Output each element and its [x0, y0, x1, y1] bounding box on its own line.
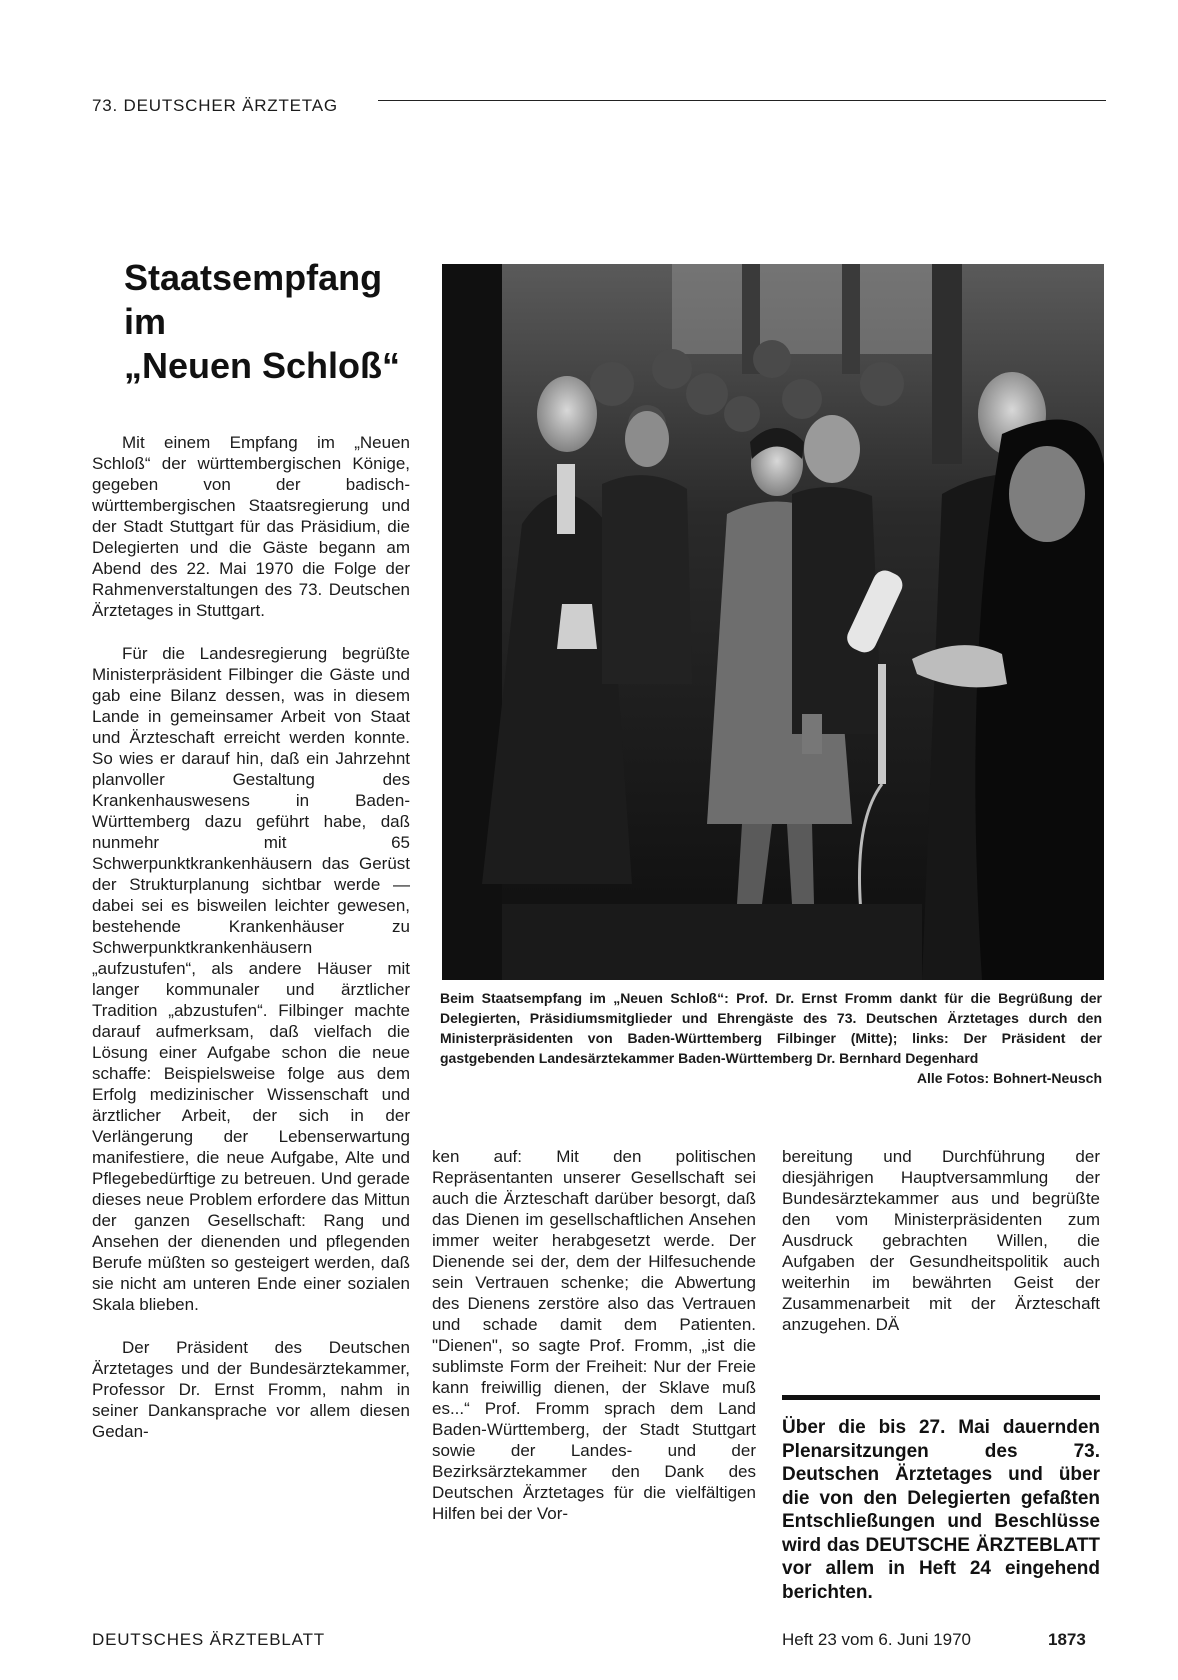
article-title: [124, 256, 424, 388]
header-rule: [378, 100, 1106, 101]
footer-journal: DEUTSCHES ÄRZTEBLATT: [92, 1630, 325, 1649]
footer-issue: Heft 23 vom 6. Juni 1970: [782, 1630, 972, 1649]
caption-text: Beim Staatsempfang im „Neuen Schloß“: Prof. Dr. Ernst Fromm dankt für die Begrüßung der Delegierten, Präsidiumsmitglieder und Ehrengäste des 73. Deutschen Ärztetages durch den Ministerpräsidenten von Baden-Württemberg Filbinger (Mitte); links: Der Präsident der gastgebenden Landesärztekammer Baden-Württemberg Dr. Bernhard Degenhard: [440, 990, 1102, 1066]
editorial-notice: Über die bis 27. Mai dauernden Plenarsitzungen des 73. Deutschen Ärztetages und über die von den Delegierten gefaßten Entschließungen und Beschlüsse wird das DEUTSCHE ÄRZTEBLATT vor allem in Heft 24 eingehend berichten.: [782, 1417, 1100, 1603]
title-line-1: Staatsempfang: [124, 257, 383, 298]
body-column-2: [432, 1146, 756, 1546]
paragraph-fromm: Der Präsident des Deutschen Ärztetages und der Bundesärztekammer, Professor Dr. Ernst Fromm, nahm in seiner Dankansprache vor allem diesen Gedan-: [92, 1338, 410, 1441]
reception-photo: [442, 264, 1104, 980]
photo-credit: Alle Fotos: Bohnert-Neusch: [916, 1070, 1102, 1086]
paragraph-continued-3: bereitung und Durchführung der diesjährigen Hauptversammlung der Bundesärztekammer aus und begrüßte den vom Ministerpräsidenten zum Ausdruck gebrachten Willen, die Aufgaben der Gesundheitspolitik auch weiterhin im bewährten Geist der Zusammenarbeit mit der Ärzteschaft anzugehen. DÄ: [782, 1147, 1100, 1334]
paragraph-continued-2: ken auf: Mit den politischen Repräsentanten unserer Gesellschaft sei auch die Ärzteschaft darüber besorgt, daß das Dienen im gesellschaftlichen Ansehen immer weiter herabgesetzt werde. Der Dienende sei der, dem der Hilfesuchende sein Vertrauen schenke; die Abwertung des Dienens zerstöre also das Vertrauen und schade damit dem Patienten. "Dienen", so sagte Prof. Fromm, „ist die sublimste Form der Freiheit: Nur der Freie kann freiwillig dienen, der Sklave muß es...“ Prof. Fromm sprach dem Land Baden-Württemberg, der Stadt Stuttgart sowie der Landes- und der Bezirksärztekammer den Dank des Deutschen Ärztetages für die vielfältigen Hilfen bei der Vor-: [432, 1147, 756, 1523]
body-column-3: [782, 1146, 1100, 1357]
notice-rule: [782, 1395, 1100, 1400]
paragraph-intro: Mit einem Empfang im „Neuen Schloß“ der württembergischen Könige, gegeben von der badisch-württembergischen Staatsregierung und der Stadt Stuttgart für das Präsidium, die Delegierten und die Gäste begann am Abend des 22. Mai 1970 die Folge der Rahmenverstaltungen des 73. Deutschen Ärztetages in Stuttgart.: [92, 433, 410, 620]
title-line-3: „Neuen Schloß“: [124, 345, 401, 386]
title-line-2: im: [124, 301, 167, 342]
reception-photo-image: [442, 264, 1104, 980]
page-number: 1873: [1048, 1630, 1086, 1649]
photo-caption: [440, 988, 1102, 1088]
body-column-1: [92, 432, 410, 1464]
running-head: 73. DEUTSCHER ÄRZTETAG: [92, 96, 338, 115]
paragraph-filbinger: Für die Landesregierung begrüßte Ministerpräsident Filbinger die Gäste und gab eine Bilanz dessen, was in diesem Lande in gemeinsamer Arbeit von Staat und Ärzteschaft erreicht werden konnte. So wies er darauf hin, daß ein Jahrzehnt planvoller Gestaltung des Krankenhauswesens in Baden-Württemberg dazu geführt habe, daß nunmehr mit 65 Schwerpunktkrankenhäusern das Gerüst der Strukturplanung sichtbar werde — dabei sei es bisweilen leichter gewesen, bestehende Krankenhäuser zu Schwerpunktkrankenhäusern „aufzustufen“, als andere Häuser mit langer kommunaler und ärztlicher Tradition „abzustufen“. Filbinger machte darauf aufmerksam, daß vielfach die Lösung einer Aufgabe schon die neue schaffe: Beispielsweise folge aus dem Erfolg medizinischer Wissenschaft und ärztlicher Arbeit, der sich in der Verlängerung der Lebenserwartung manifestiere, die neue Aufgabe, Alte und Pflegebedürftige zu betreuen. Und gerade dieses neue Problem erfordere das Mittun der ganzen Gesellschaft: Rang und Ansehen der dienenden und pflegenden Berufe müßten so gesteigert werden, daß sie nicht am unteren Ende einer sozialen Skala blieben.: [92, 644, 410, 1314]
